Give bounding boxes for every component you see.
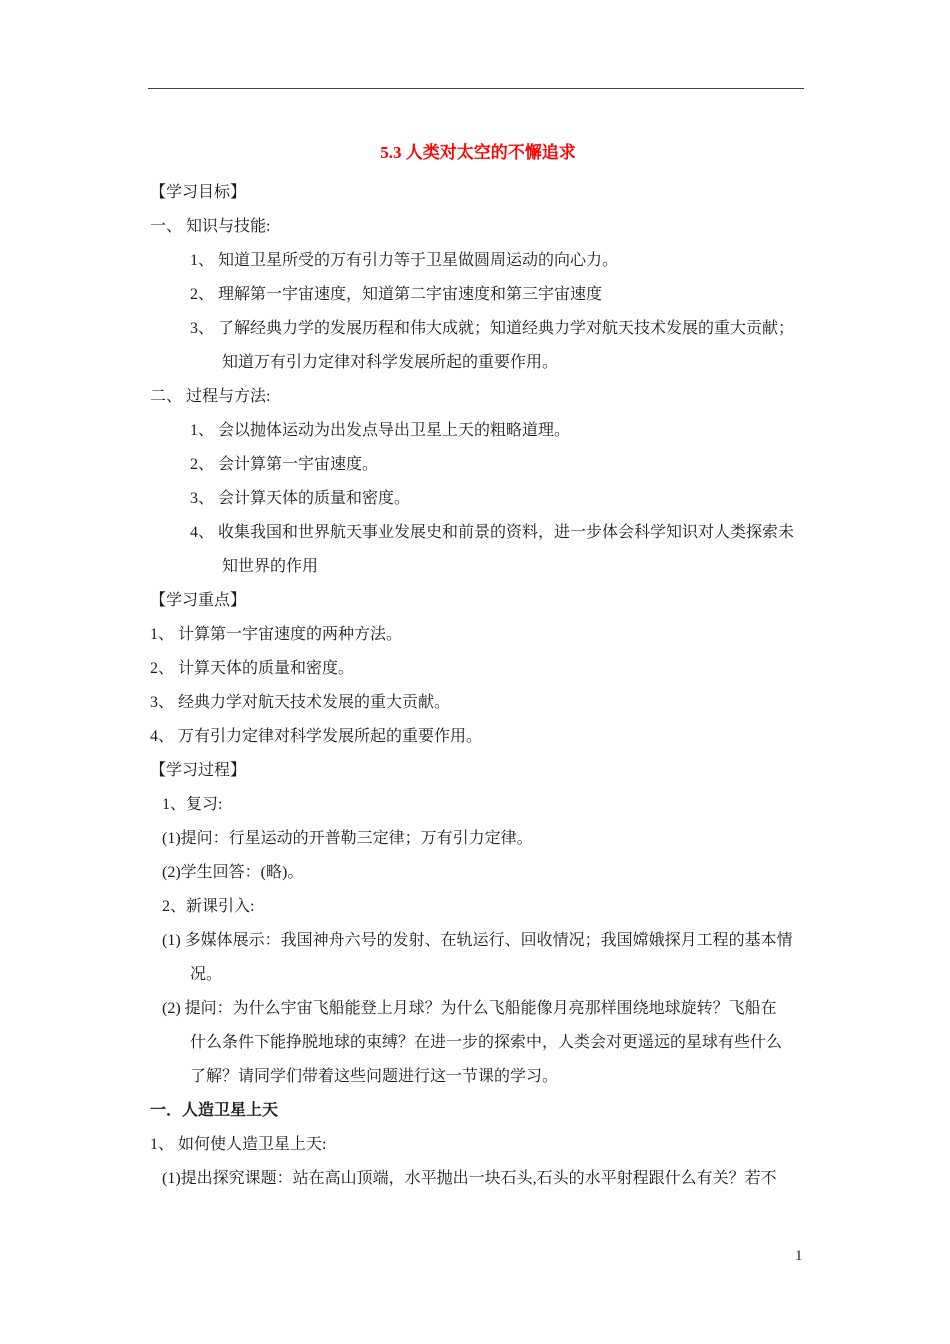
text-line: (1)提问：行星运动的开普勒三定律；万有引力定律。 [162,830,533,847]
header-rule [148,88,804,89]
text-line: 1、 计算第一宇宙速度的两种方法。 [150,626,403,643]
text-line: 3、 了解经典力学的发展历程和伟大成就；知道经典力学对航天技术发展的重大贡献； [190,320,795,337]
text-line: 【学习目标】 [150,184,247,201]
text-line: 一、 知识与技能: [150,218,271,235]
text-line: 3、 会计算天体的质量和密度。 [190,490,411,507]
document-title: 5.3 人类对太空的不懈追求 [380,143,576,162]
text-line: 1、复习: [162,796,223,813]
text-line: (1)提出探究课题：站在高山顶端，水平抛出一块石头,石头的水平射程跟什么有关？若不 [162,1170,777,1187]
document-lines [150,176,806,1196]
text-line: 了解？请同学们带着这些问题进行这一节课的学习。 [190,1068,559,1085]
text-line: 知世界的作用 [222,558,319,575]
text-line: (1) 多媒体展示：我国神舟六号的发射、在轨运行、回收情况；我国嫦娥探月工程的基本情 [162,932,793,949]
document-content [150,140,806,1196]
text-line: 2、 会计算第一宇宙速度。 [190,456,379,473]
text-line: 什么条件下能挣脱地球的束缚？在进一步的探索中，人类会对更遥远的星球有些什么 [190,1034,783,1051]
text-line: 2、 理解第一宇宙速度，知道第二宇宙速度和第三宇宙速度 [190,286,603,303]
text-line: 4、 收集我国和世界航天事业发展史和前景的资料，进一步体会科学知识对人类探索未 [190,524,795,541]
text-line: 况。 [190,966,223,983]
text-line: 【学习重点】 [150,592,247,609]
text-line: (2) 提问：为什么宇宙飞船能登上月球？为什么飞船能像月亮那样围绕地球旋转？飞船在 [162,1000,777,1017]
text-line: 4、 万有引力定律对科学发展所起的重要作用。 [150,728,483,745]
text-line: 一．人造卫星上天 [150,1102,279,1119]
page-number: 1 [795,1248,803,1264]
text-line: (2)学生回答：(略)。 [162,864,304,881]
text-line: 1、 会以抛体运动为出发点导出卫星上天的粗略道理。 [190,422,571,439]
text-line: 3、 经典力学对航天技术发展的重大贡献。 [150,694,451,711]
text-line: 2、 计算天体的质量和密度。 [150,660,355,677]
text-line: 【学习过程】 [150,762,247,779]
text-line: 二、 过程与方法: [150,388,271,405]
text-line: 知道万有引力定律对科学发展所起的重要作用。 [222,354,559,371]
text-line: 2、新课引入: [162,898,255,915]
text-line: 1、 如何使人造卫星上天: [150,1136,327,1153]
text-line: 1、 知道卫星所受的万有引力等于卫星做圆周运动的向心力。 [190,252,619,269]
